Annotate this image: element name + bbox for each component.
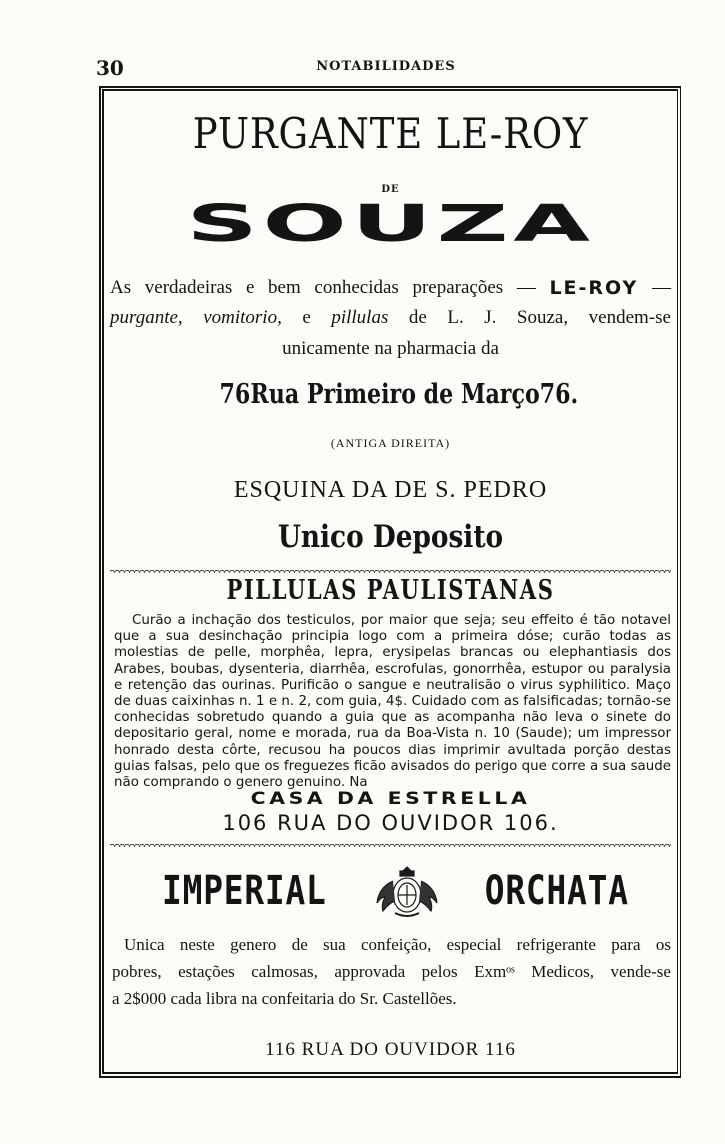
wavy-divider-1 [110, 567, 671, 573]
address-number-left: 76 [219, 379, 251, 410]
word: As [110, 277, 132, 298]
ad-unique-deposit: Unico Deposito [277, 519, 504, 555]
word: verdadeiras [144, 277, 233, 298]
ad-purgante-address [156, 379, 626, 410]
address-number-right: 76. [539, 379, 579, 410]
word: pobres, [112, 962, 162, 981]
ad-former-street-name: (ANTIGA DIREITA) [330, 436, 451, 450]
ad-pillulas-body [114, 613, 671, 791]
ad-purgante-title: PURGANTE LE-ROY [192, 109, 589, 158]
word: sua [323, 935, 346, 954]
word: — [516, 277, 536, 298]
ad-word-imperial: IMPERIAL [162, 868, 327, 914]
ad-brand-wrap [104, 187, 677, 261]
ad-store-address: 106 RUA DO OUVIDOR 106. [222, 811, 559, 835]
word: de [408, 307, 427, 328]
ad-orchata-title-row [104, 861, 677, 921]
word: approvada [334, 962, 406, 981]
word: conhecidas [314, 277, 399, 298]
ad-corner-street: ESQUINA DA DE S. PEDRO [233, 477, 548, 503]
ad-brand-souza: SOUZA [186, 194, 595, 254]
word: preparações [412, 277, 504, 298]
word: L. [447, 307, 464, 328]
word: pelos [421, 962, 458, 981]
word-leroy: LE-ROY [549, 277, 639, 299]
page-header [96, 56, 676, 82]
word: confeição, [361, 935, 432, 954]
word-italic: vomitorio, [203, 307, 282, 328]
word: refrigerante [516, 935, 596, 954]
running-title: NOTABILIDADES [316, 59, 456, 74]
ad-orchata-line-1 [112, 931, 671, 958]
ad-orchata-address: 116 RUA DO OUVIDOR 116 [265, 1039, 516, 1060]
word: de [291, 935, 308, 954]
word: bem [268, 277, 301, 298]
word: Medicos, [531, 962, 595, 981]
wavy-divider-2 [110, 841, 671, 847]
ad-pillulas-title-wrap [104, 575, 677, 606]
imperial-coat-of-arms-icon [367, 861, 447, 921]
word: genero [230, 935, 277, 954]
ad-purgante-title-wrap [104, 109, 677, 158]
word: especial [446, 935, 502, 954]
word: e [245, 277, 255, 298]
word: e [302, 307, 311, 328]
word-italic: pillulas [331, 307, 389, 328]
ad-orchata-text [112, 931, 671, 1012]
ad-purgante-line-1 [104, 277, 677, 299]
ad-pillulas-body-text: Curão a inchação dos testiculos, por maior que seja; seu effeito é tão notavel que a sua desinchação principia logo com a primeira dóse; curão todas as molestias de pelle, morphêa, lepra, erysipelas brancas ou elephantiasis dos Arabes, boubas, dysenteria, diarrhêa, escrofulas, gonorrhêa, estupor ou paralysia e retenção das ourinas. Purificão o sangue e neutralisão o virus syphilitico. Maço de duas caixinhas n. 1 e n. 2, com guia, 4$. Cuidado com as falsificadas; tornão-se conhecidas sobretudo quando a guia que as acompanha não leva o sinete do depositario geral, nome e morada, rua da Boa-Vista n. 10 (Saude); um impressor honrado desta côrte, recusou ha poucos dias imprimir avultada porção destas guias falsas, pelo que os freguezes ficão avisados do perigo que corre a sua saude não comprando o genero genuino. Na [114, 613, 671, 791]
page-number: 30 [96, 56, 124, 80]
word: J. [484, 307, 497, 328]
word: Exmᵒˢ [474, 962, 515, 981]
ad-orchata-line-2 [112, 958, 671, 985]
ad-pillulas-title: PILLULAS PAULISTANAS [226, 575, 555, 606]
ad-store-wrap [104, 789, 677, 809]
ad-orchata-line-3: a 2$000 cada libra na confeitaria do Sr. Castellões. [112, 989, 457, 1008]
word: — [651, 277, 671, 298]
ad-purgante-line-2 [104, 307, 677, 329]
ad-purgante-line-3: unicamente na pharmacia da [282, 338, 499, 359]
word: Souza, [516, 307, 569, 328]
word-italic: purgante, [110, 307, 183, 328]
word: vende-se [610, 962, 671, 981]
ad-de: DE [381, 184, 400, 195]
word: vendem-se [588, 307, 671, 328]
ad-store-name: CASA DA ESTRELLA [250, 789, 531, 809]
word: neste [179, 935, 215, 954]
word: para [611, 935, 641, 954]
ad-word-orchata: ORCHATA [485, 868, 630, 914]
word: calmosas, [251, 962, 318, 981]
word: Unica [124, 935, 165, 954]
ad-deposit-wrap [104, 519, 677, 555]
advertisement-frame [99, 86, 681, 1078]
word: estações [178, 962, 235, 981]
address-street: Rua Primeiro de Março [250, 379, 540, 410]
word: os [655, 935, 671, 954]
